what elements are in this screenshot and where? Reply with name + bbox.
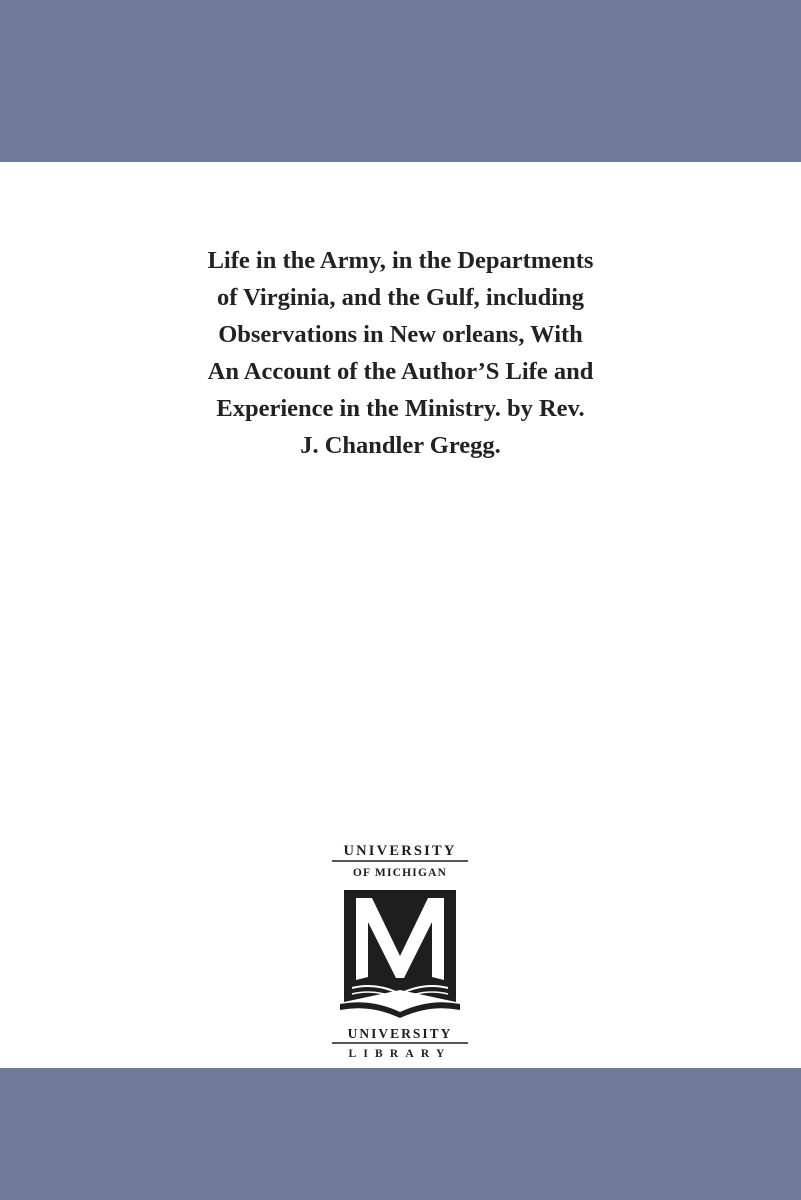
logo-bottom-line-1: UNIVERSITY (347, 1026, 453, 1041)
title-line-2: of Virginia, and the Gulf, including (217, 284, 584, 311)
top-color-band (0, 0, 801, 162)
title-line-4: An Account of the Author’S Life and (207, 358, 594, 385)
title-line-1: Life in the Army, in the Departments (207, 247, 594, 274)
title-line-6: J. Chandler Gregg. (300, 432, 501, 459)
book-monogram-icon (340, 890, 460, 1018)
logo-top-line-1: UNIVERSITY (343, 843, 457, 859)
title-line-5: Experience in the Ministry. by Rev. (216, 395, 585, 422)
university-library-logo (330, 838, 470, 1060)
book-title (90, 242, 711, 464)
bottom-color-band (0, 1068, 801, 1200)
emblem-book-base (340, 1002, 460, 1018)
logo-top-line-2: OF MICHIGAN (352, 867, 448, 879)
title-line-3: Observations in New orleans, With (218, 321, 583, 348)
logo-bottom-line-2: LIBRARY (348, 1048, 452, 1060)
